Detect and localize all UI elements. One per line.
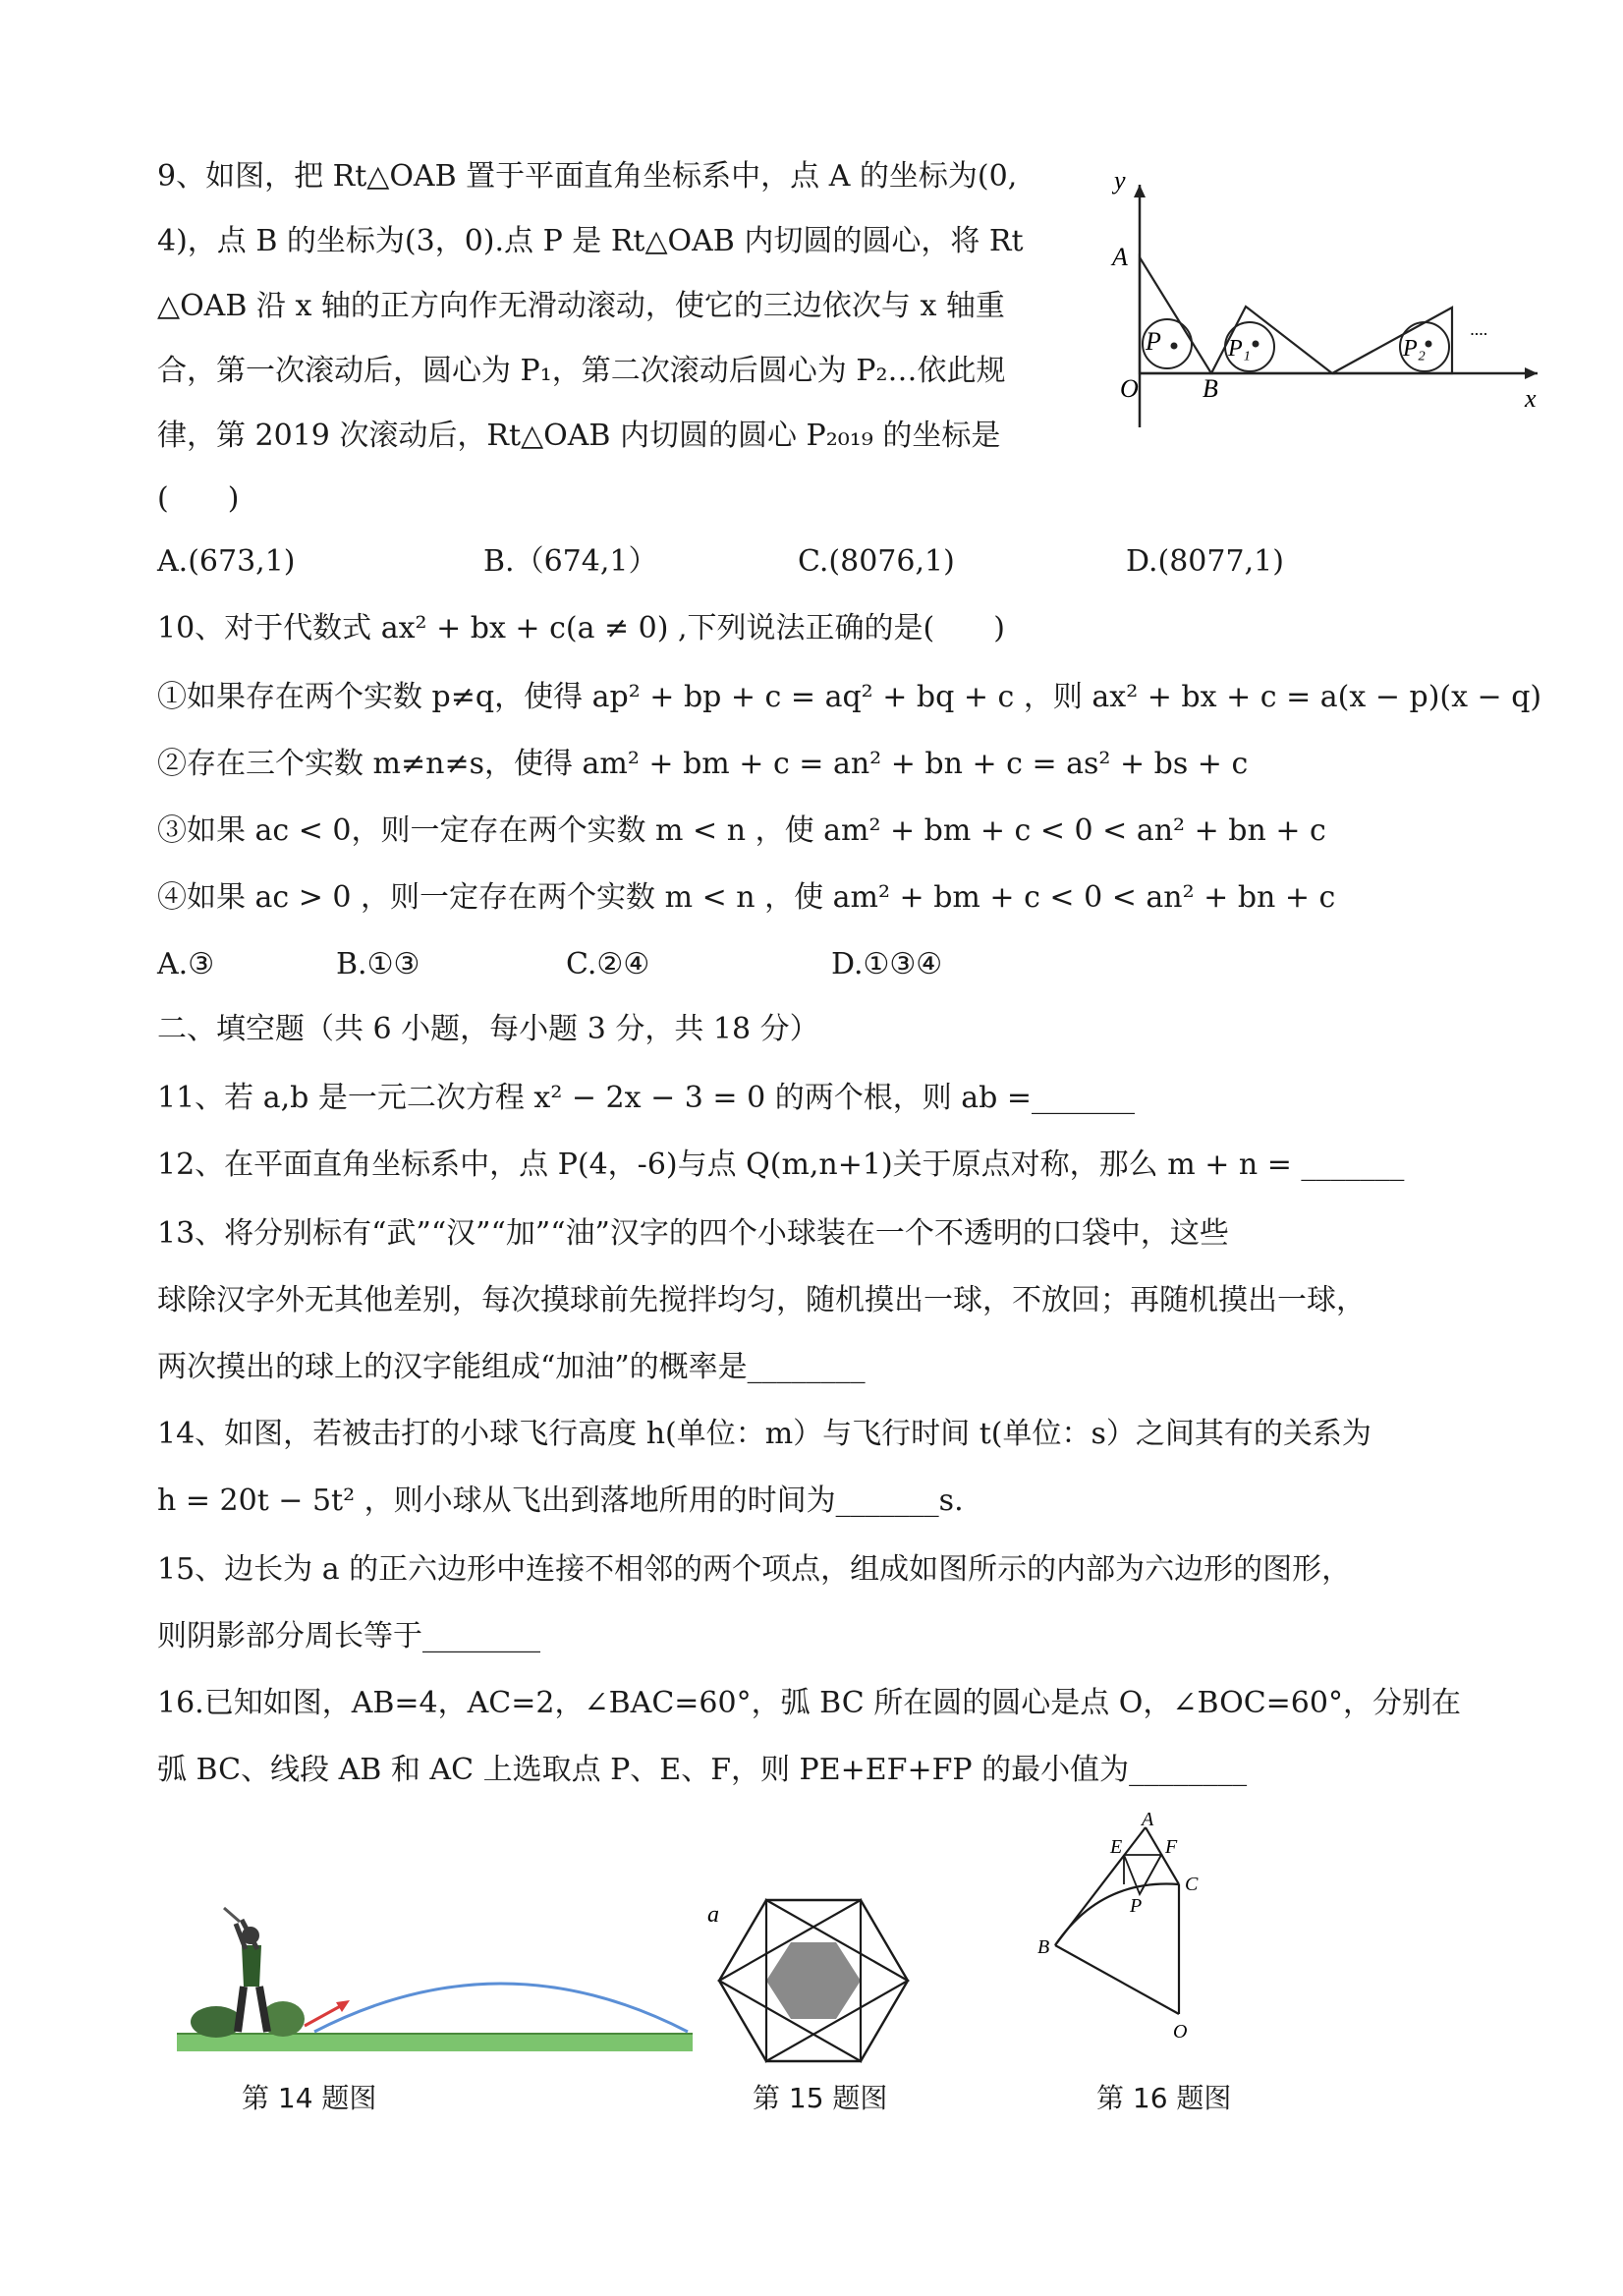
q9-line-2: 4)，点 B 的坐标为(3，0).点 P 是 Rt△OAB 内切圆的圆心，将 Rt bbox=[157, 224, 1024, 258]
q10-option-b[interactable]: B.①③ bbox=[336, 947, 420, 981]
q9-line-3: △OAB 沿 x 轴的正方向作无滑动滚动，使它的三边依次与 x 轴重 bbox=[157, 289, 1005, 323]
q9-fig-label-P2: P₂ bbox=[1403, 336, 1427, 362]
q9-fig-label-P1: P₁ bbox=[1228, 336, 1252, 362]
q10-statement-3: ③如果 ac < 0，则一定存在两个实数 m < n ，使 am² + bm + c < 0 < an² + bn + c bbox=[157, 813, 1326, 848]
q9-fig-label-A: A bbox=[1112, 243, 1128, 271]
fig16-label-B: B bbox=[1037, 1936, 1050, 1958]
q9-line-4: 合，第一次滚动后，圆心为 P₁，第二次滚动后圆心为 P₂…依此规 bbox=[157, 354, 1006, 388]
q9-fig-label-B: B bbox=[1203, 374, 1218, 403]
q10-statement-2: ②存在三个实数 m≠n≠s，使得 am² + bm + c = an² + bn + c = as² + bs + c bbox=[157, 747, 1249, 781]
fig14-caption: 第 14 题图 bbox=[242, 2082, 377, 2114]
q13-line-1: 13、将分别标有“武”“汉”“加”“油”汉字的四个小球装在一个不透明的口袋中，这些 bbox=[157, 1216, 1229, 1251]
fig14-grass bbox=[177, 2034, 693, 2051]
fig15-shaded-hexagon bbox=[766, 1942, 861, 2019]
q14-line-1: 14、如图，若被击打的小球飞行高度 h(单位：m）与飞行时间 t(单位：s）之间其有的关系为 bbox=[157, 1417, 1371, 1451]
q9-fig-label-P: P bbox=[1146, 327, 1161, 356]
fig16-label-C: C bbox=[1185, 1874, 1199, 1895]
fig15-label-a: a bbox=[707, 1902, 719, 1928]
q10-stem: 10、对于代数式 ax² + bx + c(a ≠ 0) ,下列说法正确的是( ) bbox=[157, 611, 1005, 645]
q9-line-6: ( ) bbox=[157, 481, 240, 516]
q9-option-b[interactable]: B.（674,1） bbox=[483, 544, 658, 579]
q14-line-2: h = 20t − 5t² ，则小球从飞出到落地所用的时间为_______s. bbox=[157, 1484, 964, 1518]
q11-text: 11、若 a,b 是一元二次方程 x² − 2x − 3 = 0 的两个根，则 ab =_______ bbox=[157, 1081, 1135, 1115]
fig15-hexagon-figure bbox=[707, 1890, 922, 2077]
q9-option-a[interactable]: A.(673,1) bbox=[157, 544, 296, 579]
q9-fig-label-y: y bbox=[1114, 166, 1126, 195]
q12-text: 12、在平面直角坐标系中，点 P(4，-6)与点 Q(m,n+1)关于原点对称，那么 m + n = _______ bbox=[157, 1148, 1405, 1182]
q10-option-a[interactable]: A.③ bbox=[157, 947, 215, 981]
q16-line-2: 弧 BC、线段 AB 和 AC 上选取点 P、E、F，则 PE+EF+FP 的最小值为________ bbox=[157, 1753, 1248, 1787]
fig16-label-P: P bbox=[1130, 1895, 1143, 1917]
fig14-arrow bbox=[305, 2004, 344, 2026]
q10-option-c[interactable]: C.②④ bbox=[566, 947, 650, 981]
fig16-caption: 第 16 题图 bbox=[1096, 2082, 1232, 2114]
q9-line-1: 9、如图，把 Rt△OAB 置于平面直角坐标系中，点 A 的坐标为(0, bbox=[157, 159, 1018, 194]
q15-line-2: 则阴影部分周长等于________ bbox=[157, 1619, 540, 1653]
fig16-label-F: F bbox=[1165, 1836, 1178, 1858]
q9-figure bbox=[1100, 167, 1542, 442]
fig16-label-O: O bbox=[1173, 2021, 1188, 2043]
q9-fig-label-O: O bbox=[1120, 374, 1139, 403]
q13-line-3: 两次摸出的球上的汉字能组成“加油”的概率是________ bbox=[157, 1350, 866, 1384]
fig16-label-A: A bbox=[1142, 1809, 1154, 1830]
fig16-label-E: E bbox=[1110, 1836, 1123, 1858]
q10-statement-4: ④如果 ac > 0 ，则一定存在两个实数 m < n ，使 am² + bm + c < 0 < an² + bn + c bbox=[157, 880, 1336, 915]
q16-line-1: 16.已知如图，AB=4，AC=2，∠BAC=60°，弧 BC 所在圆的圆心是点 O，∠BOC=60°，分别在 bbox=[157, 1686, 1461, 1720]
q15-line-1: 15、边长为 a 的正六边形中连接不相邻的两个项点，组成如图所示的内部为六边形的图形， bbox=[157, 1552, 1352, 1587]
fig16-geometry-figure bbox=[1032, 1810, 1248, 2045]
q9-fig-label-x: x bbox=[1525, 384, 1537, 413]
q10-option-d[interactable]: D.①③④ bbox=[831, 947, 943, 981]
fig14-golf-illustration bbox=[177, 1906, 693, 2053]
q10-statement-1: ①如果存在两个实数 p≠q，使得 ap² + bp + c = aq² + bq + c ，则 ax² + bx + c = a(x − p)(x − q) bbox=[157, 680, 1542, 714]
fig14-trajectory bbox=[314, 1984, 688, 2032]
fig15-caption: 第 15 题图 bbox=[753, 2082, 888, 2114]
q9-fig-label-dots: ···· bbox=[1470, 324, 1487, 344]
q9-line-5: 律，第 2019 次滚动后，Rt△OAB 内切圆的圆心 P₂₀₁₉ 的坐标是 bbox=[157, 419, 1001, 453]
q13-line-2: 球除汉字外无其他差别，每次摸球前先搅拌均匀，随机摸出一球，不放回；再随机摸出一球， bbox=[157, 1283, 1366, 1317]
q9-option-c[interactable]: C.(8076,1) bbox=[798, 544, 955, 579]
q9-option-d[interactable]: D.(8077,1) bbox=[1126, 544, 1284, 579]
section-heading-fill-in: 二、填空题（共 6 小题，每小题 3 分，共 18 分） bbox=[157, 1012, 819, 1046]
